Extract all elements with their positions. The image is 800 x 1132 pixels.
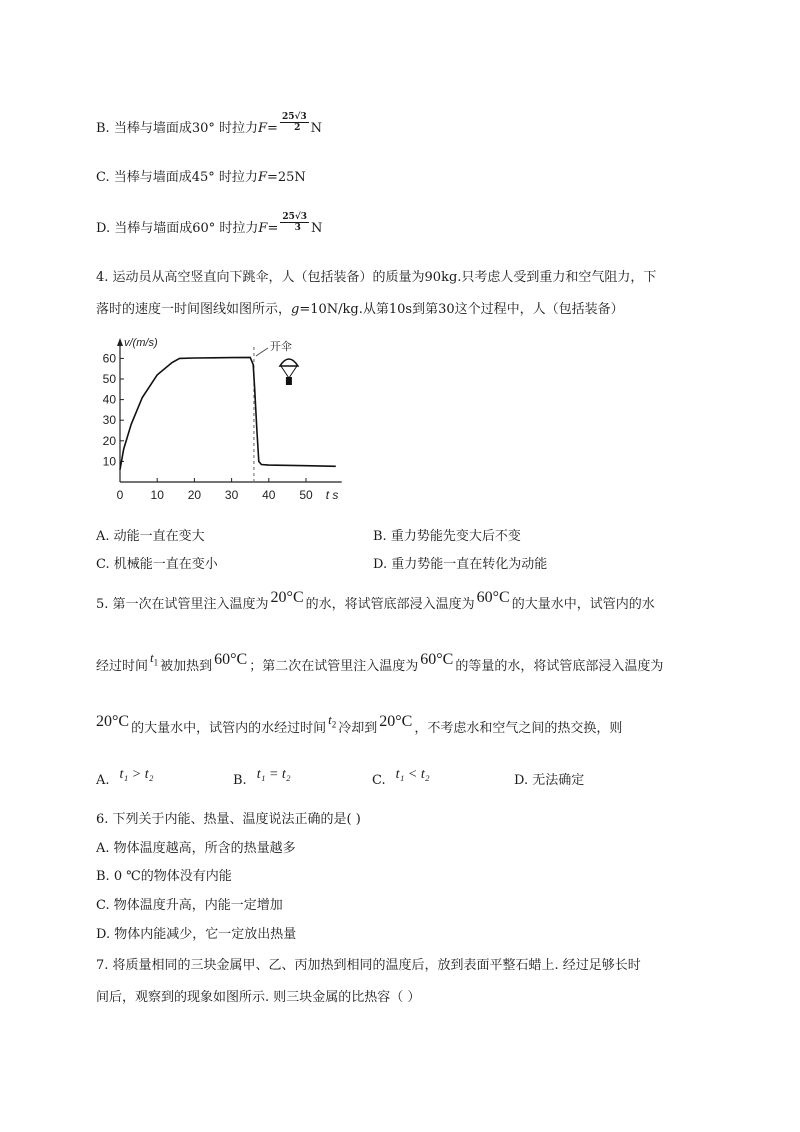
parachute-icon xyxy=(280,359,298,366)
q6-stem: 6. 下列关于内能、热量、温度说法正确的是( ) xyxy=(96,812,361,827)
q5-l2d: 的等量的水，将试管底部浸入温度为 xyxy=(455,659,664,674)
q5-t1-sub: 1 xyxy=(153,657,159,668)
q3-option-d-eq: = xyxy=(267,221,279,236)
q5-option-a-math: t₁ > t₂ xyxy=(119,767,154,782)
q5-l1c: 的大量水中，试管内的水 xyxy=(511,597,655,612)
q3-option-b xyxy=(96,112,323,139)
q6-option-d: D. 物体内能减少，它一定放出热量 xyxy=(96,927,297,942)
q3-option-d-var: F xyxy=(258,221,268,236)
q3-option-b-eq: = xyxy=(267,121,278,136)
q4-stem-line-2a: 落时的速度一时间图线如图所示， xyxy=(96,302,292,317)
q3-option-c-text: C. 当棒与墙面成45° 时拉力 xyxy=(96,170,258,185)
q5-l3b: 冷却到 xyxy=(338,721,378,736)
q3-option-b-unit: N xyxy=(310,121,323,136)
y-axis-arrow xyxy=(117,338,123,346)
q4-option-d: D. 重力势能一直在转化为动能 xyxy=(373,557,548,572)
q5-temp-20-c: 20°C xyxy=(379,713,413,730)
q5-t2-var: t xyxy=(328,712,332,727)
x-tick-label: 10 xyxy=(150,488,164,502)
q3-option-d-fraction xyxy=(280,212,309,233)
y-tick-label: 10 xyxy=(102,454,116,469)
q5-option-b-label: B. xyxy=(233,773,247,788)
q7-stem-line-2: 间后，观察到的现象如图所示. 则三块金属的比热容（ ） xyxy=(96,990,421,1005)
velocity-time-chart xyxy=(92,334,362,506)
q5-option-c-math: t₁ < t₂ xyxy=(395,767,430,782)
y-tick-label: 60 xyxy=(102,351,116,366)
q5-option-b xyxy=(233,767,291,791)
q5-l1b: 的水，将试管底部浸入温度为 xyxy=(305,597,475,612)
velocity-curve xyxy=(120,357,336,469)
y-tick-label: 50 xyxy=(102,372,116,386)
y-tick-label: 40 xyxy=(102,392,116,407)
q5-l3c: ，不考虑水和空气之间的热交换，则 xyxy=(414,721,623,736)
q6-option-b: B. 0 ℃的物体没有内能 xyxy=(96,869,232,884)
q3-option-b-numerator: 25√3 xyxy=(281,112,307,122)
x-tick-label: 50 xyxy=(299,488,313,502)
q5-l2a: 经过时间 xyxy=(96,659,149,674)
parachute-annotation: 开伞 xyxy=(269,341,292,353)
q6-option-c: C. 物体温度升高，内能一定增加 xyxy=(96,898,283,913)
q5-t2 xyxy=(328,712,337,730)
q4-stem-line-1: 4. 运动员从高空竖直向下跳伞，人（包括装备）的质量为90kg.只考虑人受到重力和空气阻力，下 xyxy=(96,270,657,285)
q3-option-b-fraction xyxy=(280,112,309,133)
x-tick-label: 0 xyxy=(116,488,124,502)
x-axis-label: t s xyxy=(325,488,339,502)
q5-option-c xyxy=(372,767,430,791)
q5-temp-60-a: 60°C xyxy=(476,589,510,606)
q5-temp-20-a: 20°C xyxy=(270,589,304,606)
q3-option-b-var: F xyxy=(258,121,268,136)
q5-temp-20-b: 20°C xyxy=(96,713,130,730)
q3-option-b-text: B. 当棒与墙面成30° 时拉力 xyxy=(96,121,258,136)
parachute-line-left xyxy=(281,366,289,378)
y-tick-label: 30 xyxy=(102,413,116,428)
q5-t1 xyxy=(150,650,159,668)
q4-stem-line-2b: =10N/kg.从第10s到第30这个过程中，人（包括装备） xyxy=(299,302,624,317)
q4-option-b: B. 重力势能先变大后不变 xyxy=(373,529,521,544)
q3-option-d-denominator: 3 xyxy=(294,223,301,233)
q5-option-a-label: A. xyxy=(96,773,110,788)
q3-option-c-var: F xyxy=(257,170,267,185)
q3-option-d-text: D. 当棒与墙面成60° 时拉力 xyxy=(96,221,259,236)
y-axis-label: v/(m/s) xyxy=(124,337,158,349)
q6-option-a: A. 物体温度越高，所含的热量越多 xyxy=(96,841,296,856)
q5-option-a xyxy=(96,767,154,791)
q5-temp-60-c: 60°C xyxy=(420,651,454,668)
parachutist-icon xyxy=(286,377,292,385)
q7-stem-line-1: 7. 将质量相同的三块金属甲、乙、丙加热到相同的温度后，放到表面平整石蜡上. 经过足够长时 xyxy=(96,958,641,973)
q4-option-a: A. 动能一直在变大 xyxy=(96,529,205,544)
q5-stem-line-2 xyxy=(96,650,664,681)
q4-stem-line-2 xyxy=(96,300,624,320)
y-tick-label: 20 xyxy=(102,433,116,448)
q5-t2-sub: 2 xyxy=(331,719,337,730)
x-tick-label: 20 xyxy=(187,488,202,502)
q5-stem-line-3 xyxy=(96,712,623,743)
x-tick-label: 40 xyxy=(262,488,276,502)
q3-option-c xyxy=(96,168,306,188)
q3-option-d xyxy=(96,212,323,239)
q5-l3a: 的大量水中，试管内的水经过时间 xyxy=(131,721,327,736)
q5-l1a: 5. 第一次在试管里注入温度为 xyxy=(96,597,269,612)
q3-option-d-unit: N xyxy=(311,221,323,236)
x-tick-label: 30 xyxy=(224,488,239,502)
q5-option-d: D. 无法确定 xyxy=(514,773,585,788)
q5-temp-60-b: 60°C xyxy=(214,651,248,668)
q4-option-c: C. 机械能一直在变小 xyxy=(96,557,218,572)
q5-l2c: ；第二次在试管里注入温度为 xyxy=(249,659,419,674)
q5-l2b: 被加热到 xyxy=(160,659,213,674)
q3-option-b-denominator: 2 xyxy=(294,123,301,133)
q5-option-c-label: C. xyxy=(372,773,386,788)
q5-t1-var: t xyxy=(150,650,154,665)
q4-g-symbol: g xyxy=(291,302,300,317)
q5-option-b-math: t₁ = t₂ xyxy=(256,767,291,782)
annotation-leader xyxy=(256,348,268,356)
q3-option-d-numerator: 25√3 xyxy=(282,212,308,222)
q3-option-c-rest: =25N xyxy=(266,170,306,185)
q5-stem-line-1 xyxy=(96,589,655,615)
parachute-line-right xyxy=(289,366,297,378)
